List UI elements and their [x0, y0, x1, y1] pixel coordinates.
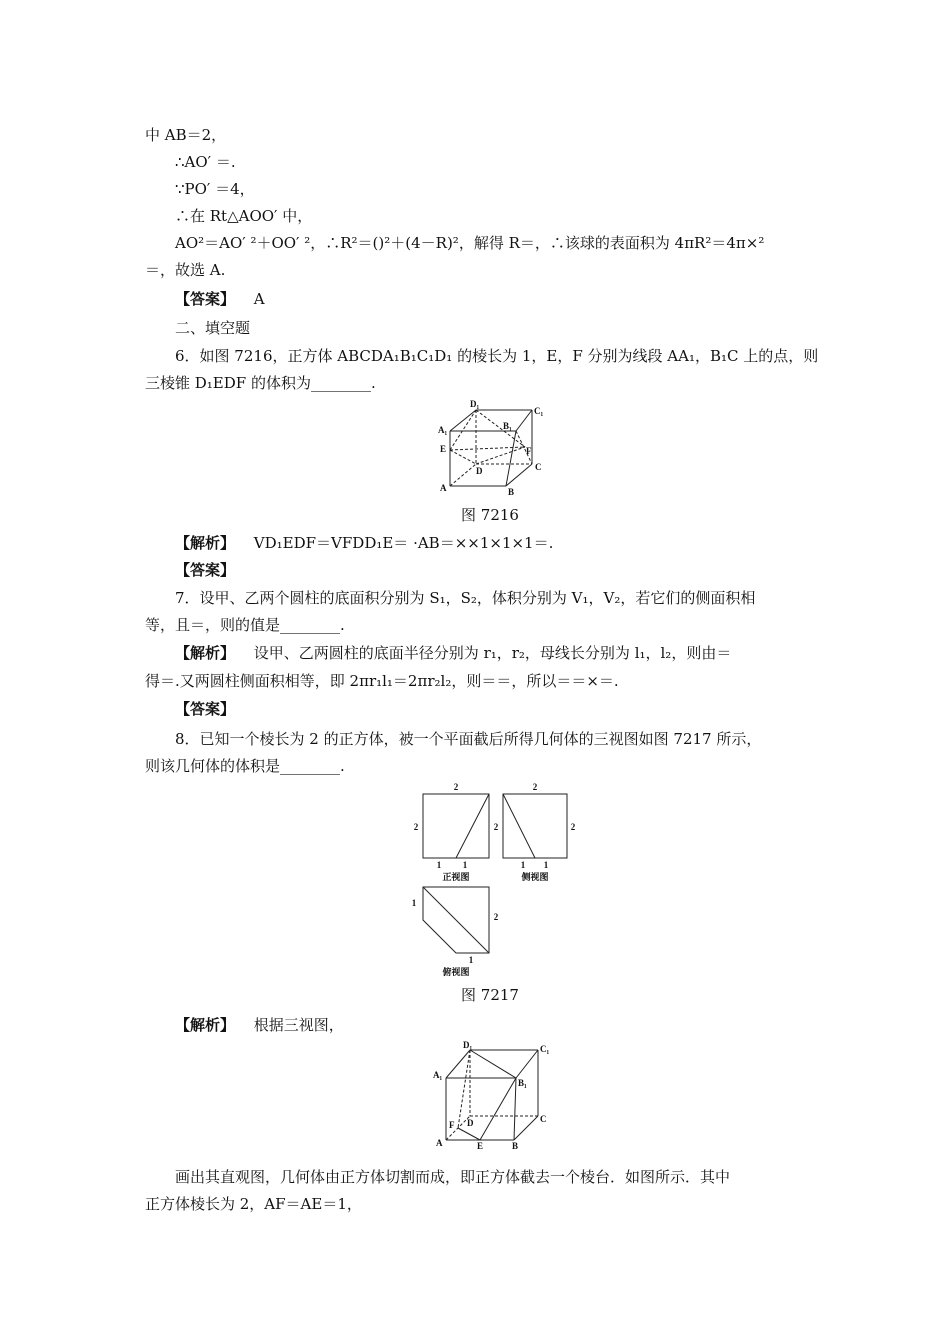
- label-B1: B₁: [518, 1078, 527, 1088]
- edge: [516, 410, 532, 431]
- label-E: E: [440, 444, 447, 454]
- answer-tag: 【答案】: [175, 290, 236, 308]
- dim-front-left: 2: [413, 822, 419, 832]
- front-view-title: 正视图: [442, 872, 470, 882]
- edge: [514, 1116, 538, 1140]
- dim-top-bottom: 1: [468, 955, 474, 965]
- hidden-edge: [450, 447, 525, 450]
- hidden-edge: [476, 447, 525, 464]
- answer-line-5: [175, 289, 265, 309]
- edge: [450, 410, 476, 431]
- front-view-cut: [456, 794, 489, 858]
- front-view: [423, 794, 489, 858]
- side-view-title: 侧视图: [521, 872, 549, 882]
- cut-edge: [470, 1050, 516, 1078]
- label-B: B: [508, 487, 515, 497]
- text-line-6: ＝，故选 A.: [145, 261, 226, 279]
- dim-front-bottom-right: 1: [462, 860, 468, 870]
- text-line-3: ∵PO′ ＝4，: [175, 180, 255, 198]
- label-F: F: [526, 446, 532, 456]
- figure-7217-caption: 图 7217: [461, 986, 519, 1004]
- label-C1: C₁: [540, 1044, 550, 1054]
- section-heading: 二、填空题: [175, 319, 251, 337]
- solution-tag: 【解析】: [175, 644, 236, 662]
- label-A1: A₁: [438, 425, 448, 435]
- solution-6: [175, 533, 553, 553]
- hidden-edge: [450, 464, 476, 486]
- answer-6: 【答案】: [175, 561, 236, 579]
- solution-8: [175, 1015, 344, 1035]
- label-C: C: [535, 462, 542, 472]
- hidden-edge: [450, 410, 476, 450]
- edge: [506, 431, 516, 486]
- answer-7: 【答案】: [175, 700, 236, 718]
- text-line-4: ∴在 Rt△AOO′ 中，: [175, 207, 313, 225]
- label-E: E: [477, 1141, 484, 1151]
- question-7-line-2: 等，且＝，则的值是________.: [145, 616, 345, 634]
- dim-top-right: 2: [493, 912, 499, 922]
- label-A: A: [436, 1138, 443, 1148]
- solution-tag: 【解析】: [175, 1016, 236, 1034]
- solution-8-line-3: 正方体棱长为 2，AF＝AE＝1，: [145, 1195, 362, 1213]
- top-view-cut: [423, 887, 489, 953]
- hidden-edge: [450, 450, 476, 464]
- label-A: A: [440, 483, 447, 493]
- text-line-5: AO²＝AO′ ²＋OO′ ²，∴R²＝()²＋(4－R)²，解得 R＝，∴该球的表面积为 4πR²＝4π×²: [175, 234, 765, 252]
- text-line-2: ∴AO′ ＝.: [175, 153, 236, 171]
- label-D1: D₁: [463, 1040, 473, 1050]
- edge: [516, 1050, 538, 1078]
- question-8-line-1: 8．已知一个棱长为 2 的正方体，被一个平面截后所得几何体的三视图如图 7217 所示，: [175, 730, 762, 748]
- question-8-line-2: 则该几何体的体积是________.: [145, 757, 345, 775]
- label-B1: B₁: [503, 421, 512, 431]
- solution-text: 设甲、乙两圆柱的底面半径分别为 r₁，r₂，母线长分别为 l₁，l₂，则由＝: [253, 644, 732, 662]
- label-C: C: [540, 1114, 547, 1124]
- answer-value: A: [253, 290, 265, 308]
- label-D: D: [476, 466, 483, 476]
- label-C1: C₁: [534, 406, 544, 416]
- dim-side-top: 2: [532, 782, 538, 792]
- figure-7217-three-views: [405, 780, 585, 980]
- solution-text: VD₁EDF＝VFDD₁E＝ ·AB＝××1×1×1＝.: [253, 534, 554, 552]
- figure-7216-cube: [430, 400, 560, 500]
- question-7-line-1: 7．设甲、乙两个圆柱的底面积分别为 S₁，S₂，体积分别为 V₁，V₂，若它们的侧面积相: [175, 589, 756, 607]
- side-view-cut: [503, 794, 535, 858]
- dim-front-bottom-left: 1: [436, 860, 442, 870]
- figure-7216-caption: 图 7216: [461, 506, 519, 524]
- side-view: [503, 794, 567, 858]
- label-F: F: [449, 1120, 455, 1130]
- dim-side-right: 2: [570, 822, 576, 832]
- cut-edge: [480, 1078, 516, 1140]
- dim-top-left: 1: [411, 898, 417, 908]
- dim-front-right: 2: [493, 822, 499, 832]
- solution-tag: 【解析】: [175, 534, 236, 552]
- top-view-title: 俯视图: [442, 967, 470, 977]
- question-6-line-1: 6．如图 7216，正方体 ABCDA₁B₁C₁D₁ 的棱长为 1，E，F 分别为线段 AA₁，B₁C 上的点，则: [175, 347, 819, 365]
- label-D1: D₁: [470, 399, 480, 409]
- dim-side-bottom-right: 1: [543, 860, 549, 870]
- solution-8-line-2: 画出其直观图，几何体由正方体切割而成，即正方体截去一个棱台．如图所示．其中: [175, 1168, 731, 1186]
- solution-7-line-2: 得＝.又两圆柱侧面积相等，即 2πr₁l₁＝2πr₂l₂，则＝＝，所以＝＝×＝.: [145, 672, 619, 690]
- edge: [514, 1078, 516, 1140]
- text-line-1: 中 AB＝2，: [145, 126, 227, 144]
- dim-side-bottom-left: 1: [520, 860, 526, 870]
- label-B: B: [512, 1141, 519, 1151]
- dim-front-top: 2: [453, 782, 459, 792]
- label-D: D: [467, 1118, 474, 1128]
- label-A1: A₁: [433, 1070, 443, 1080]
- solution-text: 根据三视图，: [253, 1016, 344, 1034]
- edge: [446, 1050, 470, 1078]
- solution-7-line-1: [175, 643, 731, 663]
- cut-edge: [458, 1128, 480, 1140]
- question-6-line-2: 三棱锥 D₁EDF 的体积为________.: [145, 374, 376, 392]
- figure-cut-cube: [430, 1040, 560, 1150]
